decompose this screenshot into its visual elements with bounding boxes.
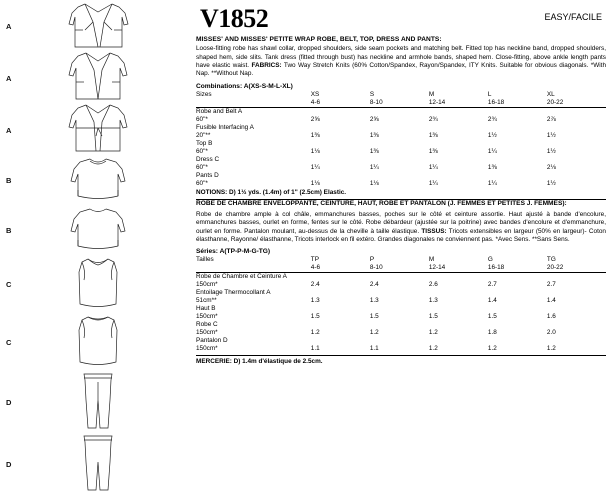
view-letter: A [6, 22, 12, 31]
wrap-robe-front-figure [38, 0, 158, 50]
row-label: Dress C [196, 155, 220, 163]
table-row [196, 345, 606, 353]
divider [196, 355, 606, 356]
col-header-l: L [487, 90, 492, 98]
sizenum-xs: 4-6 [310, 98, 321, 106]
row-width: 20"** [196, 131, 211, 139]
table-row [196, 124, 606, 132]
row-label: Pantalon D [196, 337, 228, 345]
header [196, 4, 606, 36]
description-text: Loose-fitting robe has shawl collar, dropped shoulders, side seam pockets and matching belt. Fitted top has neckline band, dropped shoulders, shaped hem, side slits. Tank dress (fitted through bust) has neckline and armhole bands, shaped hem. Close-fitting, above ankle length pants have elastic waist. [196, 45, 606, 69]
mercerie-line: MERCERIE: D) 1.4m d'élastique de 2.5cm. [196, 358, 323, 366]
row-label: Robe C [196, 321, 218, 329]
cell: 2⅝ [310, 115, 320, 123]
cell: 1.6 [546, 313, 556, 321]
row-label: Robe de Chambre et Ceinture A [196, 273, 287, 281]
series-value: A(TP-P-M-G-TG) [219, 248, 271, 256]
page-title: V1852 [200, 4, 269, 33]
table-row [196, 273, 606, 281]
table-row [196, 164, 606, 172]
description-body [196, 45, 606, 78]
sizenum-tg: 20-22 [546, 264, 564, 272]
pants-back-figure [38, 432, 158, 494]
fabrics-label: FABRICS: [251, 61, 282, 69]
cell: 1⅛ [369, 179, 379, 187]
combinations-line [196, 83, 606, 90]
illustration-wrap-robe-belt [0, 102, 196, 154]
illustration-wrap-robe-back [0, 50, 196, 102]
cell: 2⅝ [369, 115, 379, 123]
col-header-p: P [369, 256, 375, 264]
cell: 1¼ [487, 147, 497, 155]
row-label: Robe and Belt A [196, 107, 243, 115]
cell: 1.5 [428, 313, 438, 321]
row-label: Haut B [196, 305, 216, 313]
cell: 2¾ [487, 115, 497, 123]
illustration-tank-dress-back [0, 312, 196, 370]
row-width: 150cm* [196, 345, 218, 353]
view-letter: D [6, 398, 12, 407]
table-row [196, 289, 606, 297]
row-label: Top B [196, 139, 213, 147]
top-front-figure [38, 154, 158, 204]
cell: 2⅞ [546, 115, 556, 123]
cell: 1.4 [487, 297, 497, 305]
col-header-tg: TG [546, 256, 556, 264]
french-description-title: ROBE DE CHAMBRE ENVELOPPANTE, CEINTURE, HAUT, ROBE ET PANTALON (J. FEMMES ET PETITES J. FEMMES): [196, 199, 567, 207]
table-sizenumber-row [196, 264, 606, 273]
cell: 2.4 [369, 281, 379, 289]
col-header-m: M [428, 256, 435, 264]
illustration-pants-back [0, 432, 196, 494]
tissus-text: Tricots extensibles en largeur (50% en largeur)- Coton élasthanne, Rayonne/ élasthanne, Tricots interlock en fil extéro. Grandes diagonales ne conviennent pas. *Avec Sens. **Sans Sens. [196, 227, 606, 244]
cell: 1⅜ [487, 163, 497, 171]
view-letter: B [6, 176, 12, 185]
cell: 1.3 [428, 297, 438, 305]
table-row [196, 321, 606, 329]
cell: 1.2 [369, 329, 379, 337]
row-width: 150cm* [196, 329, 218, 337]
cell: 1¼ [369, 163, 379, 171]
col-header-g: G [487, 256, 493, 264]
tank-dress-back-figure [38, 312, 158, 370]
sizenum-p: 8-10 [369, 264, 383, 272]
table-header-row [196, 91, 606, 99]
view-letter: C [6, 280, 12, 289]
sizenum-g: 16-18 [487, 264, 505, 272]
table-row [196, 132, 606, 140]
table-row [196, 180, 606, 188]
cell: 1¼ [428, 163, 438, 171]
table-row [196, 156, 606, 164]
col-header-s: S [369, 90, 375, 98]
illustration-tank-dress-front [0, 254, 196, 312]
table-row [196, 305, 606, 313]
french-text: Robe de chambre ample à col châle, emmanchures basses, poches sur le côté et ceinture assortie. Haut ajusté à bande d'encolure, emmanchures basses, ourlet en forme, fentes sur le côté. Robe débardeur (ajustée sur la poitrine) avec bandes d'encolure et d'emmanchure, ourlet en forme. Pantalon moulant, au-dessus de la cheville à taille élastique. [196, 211, 606, 235]
cell: 1¼ [487, 179, 497, 187]
content-column [196, 36, 606, 365]
cell: 1.5 [369, 313, 379, 321]
cell: 1.5 [310, 313, 320, 321]
cell: 1.1 [369, 345, 379, 353]
col-header-tailles: Tailles [196, 256, 214, 264]
illustration-top-front [0, 154, 196, 204]
cell: 2.6 [428, 281, 438, 289]
tissus-label: TISSUS: [421, 227, 447, 235]
row-width: 60"* [196, 179, 208, 187]
english-yardage-table [196, 91, 606, 188]
col-header-tp: TP [310, 256, 319, 264]
view-letter: A [6, 74, 12, 83]
series-label: Séries: [196, 248, 218, 256]
table-row [196, 337, 606, 345]
table-row [196, 297, 606, 305]
illustration-pants-front [0, 370, 196, 432]
cell: 1¼ [310, 163, 320, 171]
cell: 1.3 [369, 297, 379, 305]
description-title: MISSES' AND MISSES' PETITE WRAP ROBE, BELT, TOP, DRESS AND PANTS: [196, 36, 442, 43]
table-header-row [196, 256, 606, 264]
sizenum-tp: 4-6 [310, 264, 321, 272]
sizenum-blank [196, 264, 311, 273]
cell: 1.4 [546, 297, 556, 305]
sizenum-xl: 20-22 [546, 98, 564, 106]
french-description-body [196, 211, 606, 244]
cell: 1⅜ [369, 147, 379, 155]
cell: 1.2 [487, 345, 497, 353]
illustration-wrap-robe-front [0, 0, 196, 50]
sizenum-m: 12-14 [428, 264, 446, 272]
notions-line: NOTIONS: D) 1½ yds. (1.4m) of 1" (2.5cm) Elastic. [196, 188, 347, 196]
wrap-robe-belt-figure [38, 102, 158, 154]
row-width: 51cm** [196, 297, 217, 305]
cell: 2.7 [487, 281, 497, 289]
cell: 1⅛ [310, 147, 320, 155]
sizenum-m: 12-14 [428, 98, 446, 106]
tank-dress-front-figure [38, 254, 158, 312]
cell: 1.8 [487, 329, 497, 337]
cell: 1.5 [487, 313, 497, 321]
cell: 2.4 [310, 281, 320, 289]
cell: 1⅛ [310, 179, 320, 187]
cell: 2.7 [546, 281, 556, 289]
col-header-xs: XS [310, 90, 320, 98]
top-back-figure [38, 204, 158, 254]
difficulty-label: EASY/FACILE [544, 12, 602, 22]
row-label: Pants D [196, 171, 219, 179]
pants-front-figure [38, 370, 158, 432]
fabrics-text: Two Way Stretch Knits (60% Cotton/Spandex, Rayon/Spandex, ITY Knits. Suitable for obvious diagonals. *With Nap. **Without Nap. [196, 61, 607, 78]
row-width: 150cm* [196, 313, 218, 321]
table-row [196, 281, 606, 289]
table-row [196, 148, 606, 156]
cell: 1.1 [310, 345, 320, 353]
table-row [196, 116, 606, 124]
french-yardage-table [196, 256, 606, 353]
cell: 1.2 [546, 345, 556, 353]
cell: 1.2 [428, 329, 438, 337]
col-header-m: M [428, 90, 435, 98]
table-row [196, 108, 606, 116]
sizenum-l: 16-18 [487, 98, 505, 106]
sizenum-blank [196, 99, 311, 108]
cell: 1⅜ [310, 131, 320, 139]
col-header-sizes: Sizes [196, 90, 212, 98]
table-row [196, 172, 606, 180]
cell: 1⅜ [369, 131, 379, 139]
row-label: Fusible Interfacing A [196, 123, 254, 131]
view-letter: C [6, 338, 12, 347]
cell: 1⅜ [428, 131, 438, 139]
table-row [196, 329, 606, 337]
table-sizenumber-row [196, 99, 606, 108]
row-label: Entoilage Thermocollant A [196, 289, 271, 297]
cell: 1½ [487, 131, 497, 139]
table-row [196, 140, 606, 148]
cell: 1.3 [310, 297, 320, 305]
view-letter: B [6, 226, 12, 235]
cell: 1.2 [428, 345, 438, 353]
cell: 1½ [546, 131, 556, 139]
cell: 1¼ [428, 179, 438, 187]
series-line [196, 248, 606, 255]
row-width: 60"* [196, 115, 208, 123]
combinations-label: Combinations: [196, 82, 243, 90]
cell: 1.2 [310, 329, 320, 337]
cell: 1½ [546, 147, 556, 155]
table-row [196, 313, 606, 321]
wrap-robe-back-figure [38, 50, 158, 102]
cell: 2⅛ [546, 163, 556, 171]
row-width: 60"* [196, 163, 208, 171]
cell: 2¾ [428, 115, 438, 123]
cell: 1⅜ [428, 147, 438, 155]
view-letter: A [6, 126, 12, 135]
cell: 2.0 [546, 329, 556, 337]
col-header-xl: XL [546, 90, 555, 98]
view-letter: D [6, 460, 12, 469]
cell: 1½ [546, 179, 556, 187]
combinations-value: A(XS-S-M-L-XL) [243, 82, 293, 90]
sizenum-s: 8-10 [369, 98, 383, 106]
illustration-column [0, 0, 196, 469]
row-width: 60"* [196, 147, 208, 155]
illustration-top-back [0, 204, 196, 254]
row-width: 150cm* [196, 281, 218, 289]
